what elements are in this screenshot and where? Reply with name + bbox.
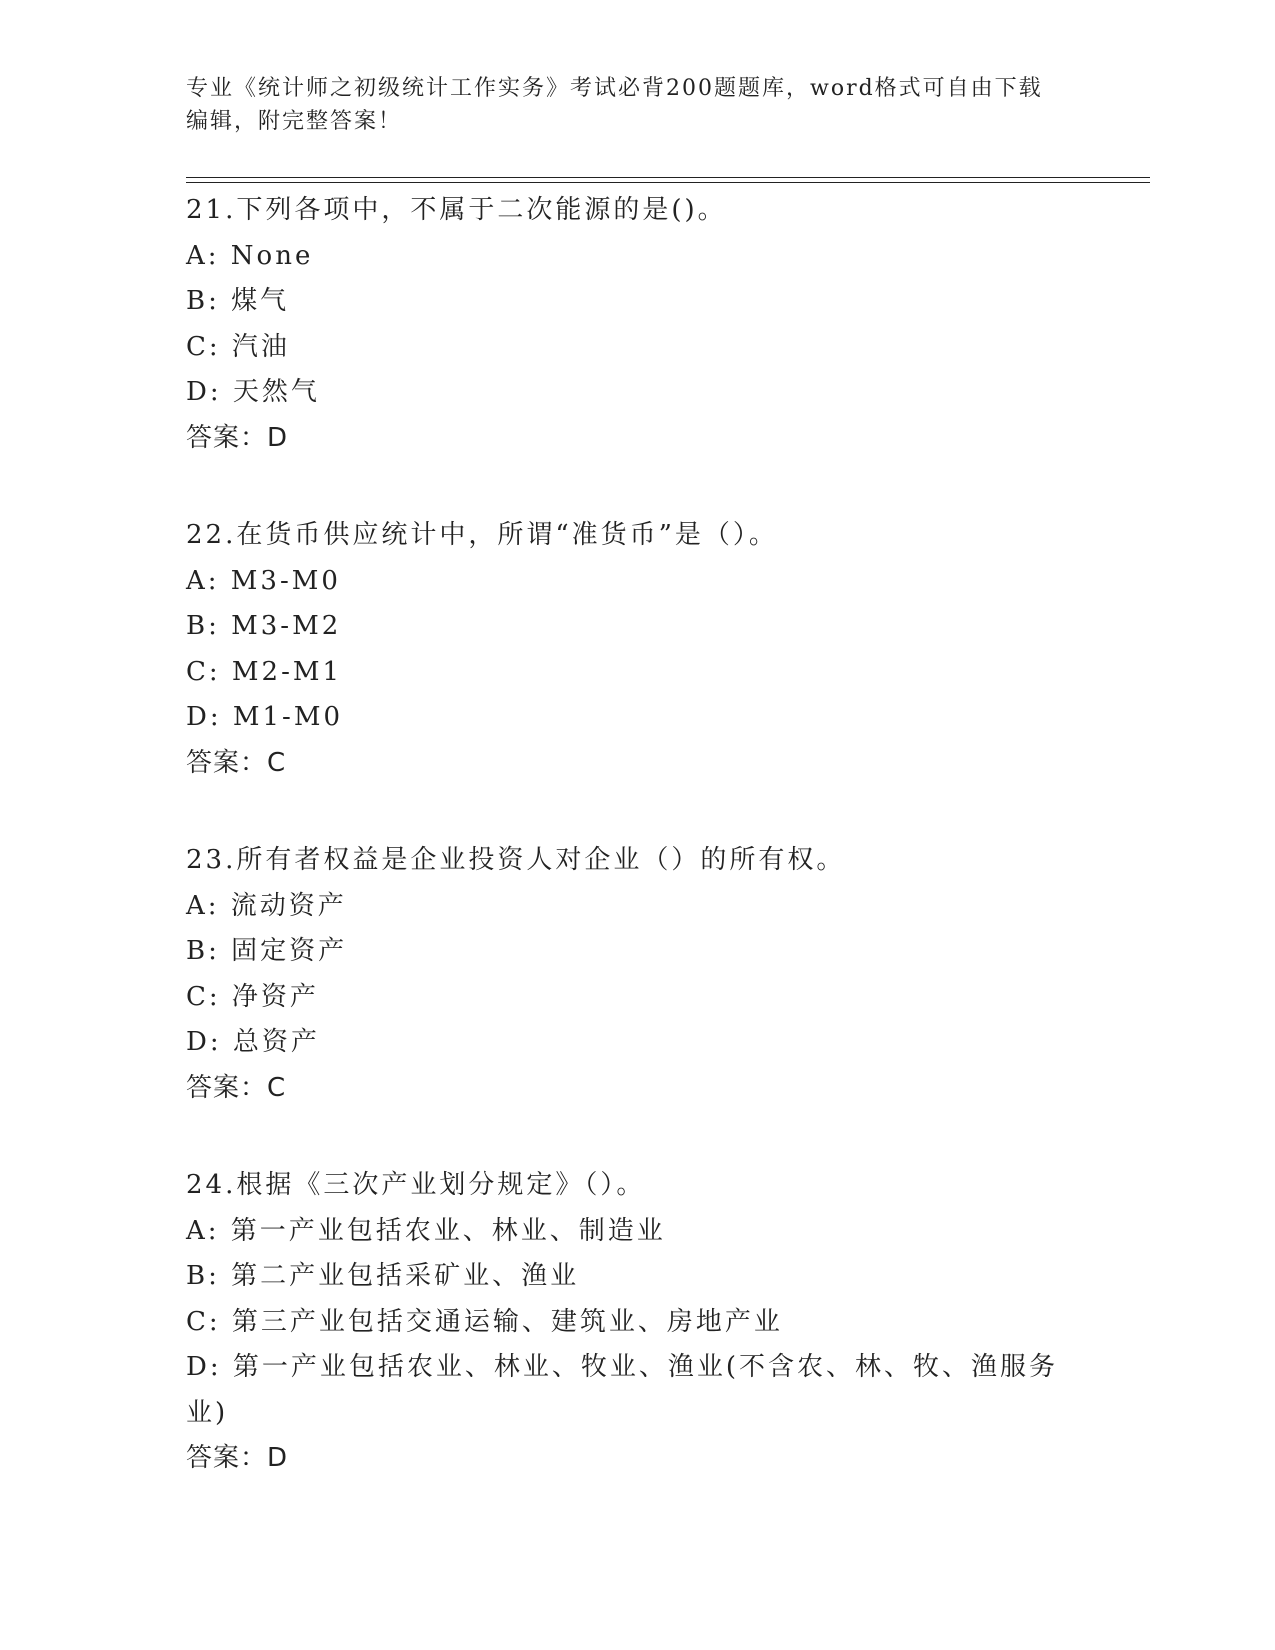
question-22 (186, 513, 1066, 786)
answer-label: 答案：D (186, 1443, 289, 1473)
option-c: C: M2-M1 (186, 656, 343, 687)
answer-label: 答案：C (186, 747, 287, 778)
option-d: D: 天然气 (186, 377, 320, 407)
answer-label: 答案：D (186, 422, 289, 453)
option-a: A: 第一产业包括农业、林业、制造业 (186, 1215, 666, 1246)
question-stem: 21.下列各项中，不属于二次能源的是()。 (186, 195, 727, 225)
question-list (186, 188, 1066, 1534)
question-21 (186, 188, 1066, 461)
option-d: D: 第一产业包括农业、林业、牧业、渔业(不含农、林、牧、渔服务业) (186, 1352, 1059, 1428)
question-24 (186, 1163, 1066, 1482)
option-c: C: 第三产业包括交通运输、建筑业、房地产业 (186, 1306, 783, 1337)
option-a: A: 流动资产 (186, 890, 347, 921)
header-divider-bottom (186, 182, 1150, 183)
option-b: B: 煤气 (186, 286, 290, 316)
option-c: C: 汽油 (186, 331, 290, 362)
option-d: D: M1-M0 (186, 702, 343, 732)
header-divider-top (186, 177, 1150, 178)
option-a: A: M3-M0 (186, 565, 341, 596)
question-23 (186, 838, 1066, 1111)
option-c: C: 净资产 (186, 981, 319, 1012)
option-b: B: 第二产业包括采矿业、渔业 (186, 1261, 580, 1291)
option-d: D: 总资产 (186, 1027, 320, 1057)
answer-label: 答案：C (186, 1072, 287, 1103)
question-stem: 22.在货币供应统计中，所谓“准货币”是（）。 (186, 520, 778, 550)
document-header: 专业《统计师之初级统计工作实务》考试必背200题题库，word格式可自由下载编辑，附完整答案！ (186, 76, 1043, 134)
option-b: B: M3-M2 (186, 611, 342, 641)
question-stem: 23.所有者权益是企业投资人对企业（）的所有权。 (186, 845, 846, 875)
option-b: B: 固定资产 (186, 936, 348, 966)
question-stem: 24.根据《三次产业划分规定》（）。 (186, 1170, 646, 1200)
option-a: A: None (186, 240, 314, 271)
